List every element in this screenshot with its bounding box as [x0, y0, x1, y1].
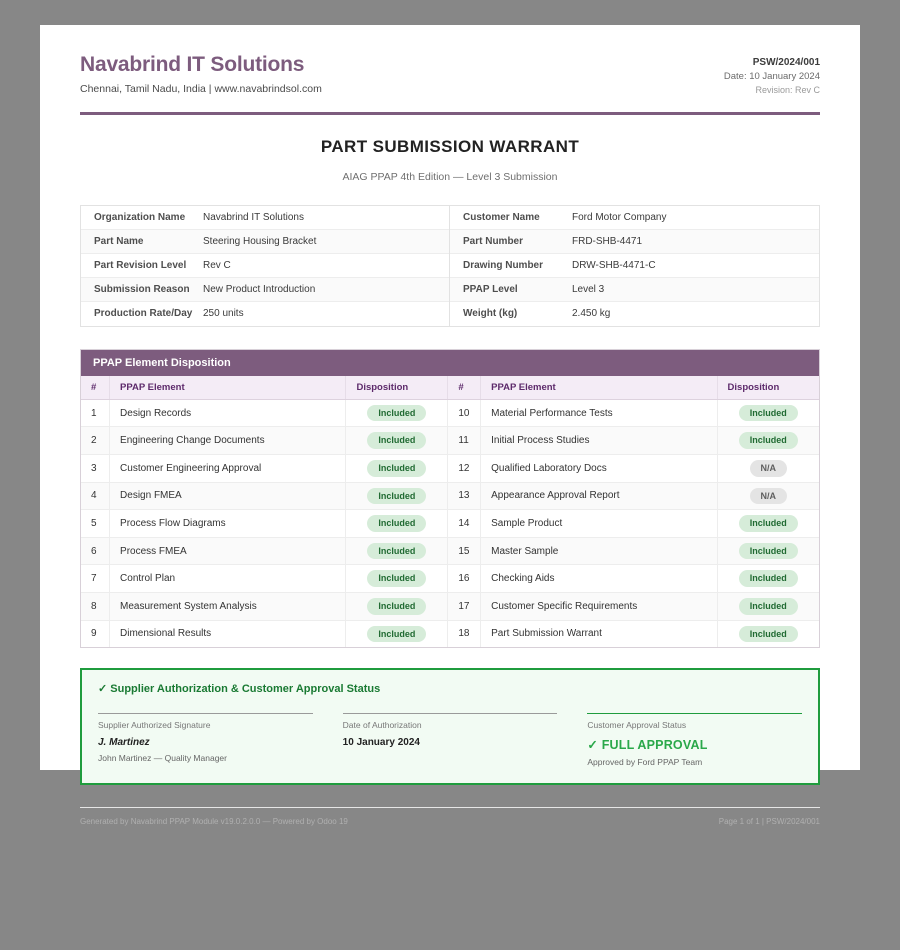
- row-element-left: Design FMEA: [110, 482, 346, 510]
- row-element-right: Appearance Approval Report: [481, 482, 717, 510]
- document-date: Date: 10 January 2024: [723, 71, 820, 82]
- authorization-date-label: Date of Authorization: [342, 720, 422, 731]
- table-row: [81, 399, 819, 427]
- letterhead: [80, 53, 820, 98]
- info-label: Submission Reason: [94, 283, 190, 295]
- row-disposition-right: [717, 620, 819, 647]
- row-num-right: 16: [448, 565, 481, 593]
- row-element-right: Part Submission Warrant: [481, 620, 717, 647]
- row-disposition-right: [717, 592, 819, 620]
- row-num-left: 1: [81, 399, 110, 427]
- info-label: Part Revision Level: [94, 259, 187, 271]
- row-element-right: Material Performance Tests: [481, 399, 717, 427]
- row-disposition-right: [717, 399, 819, 427]
- info-value: Steering Housing Bracket: [203, 235, 317, 247]
- row-num-left: 5: [81, 510, 110, 538]
- column-header-disposition-left: Disposition: [346, 376, 448, 400]
- row-element-right: Checking Aids: [481, 565, 717, 593]
- row-num-left: 7: [81, 565, 110, 593]
- status-badge: Included: [367, 598, 426, 615]
- row-element-left: Process Flow Diagrams: [110, 510, 346, 538]
- row-num-right: 13: [448, 482, 481, 510]
- info-column-right: [450, 206, 819, 326]
- status-badge: Included: [367, 543, 426, 560]
- customer-approval-line: [587, 713, 802, 714]
- info-label: Customer Name: [463, 211, 540, 223]
- status-badge: Included: [739, 405, 798, 422]
- row-disposition-right: [717, 537, 819, 565]
- document-revision: Revision: Rev C: [755, 85, 820, 96]
- row-element-right: Qualified Laboratory Docs: [481, 454, 717, 482]
- row-disposition-left: [346, 537, 448, 565]
- table-row: [81, 454, 819, 482]
- row-disposition-left: [346, 399, 448, 427]
- row-num-right: 11: [448, 427, 481, 455]
- document-number: PSW/2024/001: [752, 57, 820, 68]
- row-element-left: Control Plan: [110, 565, 346, 593]
- status-badge: N/A: [750, 488, 788, 505]
- info-row: [81, 302, 449, 326]
- column-header-num-left: #: [81, 376, 110, 400]
- row-disposition-right: [717, 454, 819, 482]
- row-disposition-right: [717, 510, 819, 538]
- row-disposition-left: [346, 454, 448, 482]
- row-element-left: Design Records: [110, 399, 346, 427]
- row-disposition-left: [346, 620, 448, 647]
- row-disposition-left: [346, 427, 448, 455]
- row-num-left: 2: [81, 427, 110, 455]
- ppap-element-table: [80, 349, 820, 648]
- customer-approval-note: Approved by Ford PPAP Team: [587, 757, 703, 768]
- footer-generated-by: Generated by Navabrind PPAP Module v19.0.2.0.0 — Powered by Odoo 19: [80, 817, 348, 827]
- status-badge: Included: [367, 432, 426, 449]
- status-badge: Included: [367, 460, 426, 477]
- table-row: [81, 427, 819, 455]
- row-num-right: 10: [448, 399, 481, 427]
- status-badge: Included: [367, 488, 426, 505]
- info-row: [81, 206, 449, 230]
- row-num-left: 6: [81, 537, 110, 565]
- page-title: PART SUBMISSION WARRANT: [320, 136, 580, 156]
- row-disposition-left: [346, 565, 448, 593]
- status-badge: N/A: [750, 460, 788, 477]
- column-header-element-left: PPAP Element: [110, 376, 346, 400]
- company-block: [80, 53, 322, 96]
- table-row: [81, 537, 819, 565]
- status-badge: Included: [367, 626, 426, 643]
- row-num-left: 3: [81, 454, 110, 482]
- info-column-left: [81, 206, 450, 326]
- info-value: New Product Introduction: [203, 283, 316, 295]
- row-num-left: 9: [81, 620, 110, 647]
- info-label: Part Name: [94, 235, 144, 247]
- document-meta: [724, 53, 820, 98]
- row-num-right: 12: [448, 454, 481, 482]
- status-badge: Included: [367, 515, 426, 532]
- status-badge: Included: [367, 405, 426, 422]
- customer-approval-block: [587, 713, 802, 767]
- status-badge: Included: [739, 432, 798, 449]
- ppap-header-row: [81, 376, 819, 400]
- accent-rule: [80, 112, 820, 115]
- approval-box: [80, 668, 820, 785]
- column-header-element-right: PPAP Element: [481, 376, 717, 400]
- row-num-right: 14: [448, 510, 481, 538]
- page-subtitle: AIAG PPAP 4th Edition — Level 3 Submission: [342, 170, 558, 183]
- footer-page-info: Page 1 of 1 | PSW/2024/001: [718, 817, 820, 827]
- table-row: [81, 592, 819, 620]
- date-line: [343, 713, 558, 714]
- supplier-signature-block: [98, 713, 313, 767]
- row-element-left: Engineering Change Documents: [110, 427, 346, 455]
- status-badge: ✓ FULL APPROVAL: [587, 738, 708, 753]
- info-row: [81, 230, 449, 254]
- page-footer: [80, 807, 820, 826]
- info-value: Navabrind IT Solutions: [203, 211, 304, 223]
- document-page: [40, 25, 860, 827]
- info-label: Drawing Number: [463, 259, 544, 271]
- info-label: Organization Name: [94, 211, 186, 223]
- info-value: Ford Motor Company: [572, 211, 667, 223]
- table-row: [81, 510, 819, 538]
- title-block: [80, 137, 820, 183]
- row-num-right: 18: [448, 620, 481, 647]
- row-element-left: Dimensional Results: [110, 620, 346, 647]
- authorization-date-value: 10 January 2024: [342, 737, 420, 749]
- row-element-left: Measurement System Analysis: [110, 592, 346, 620]
- info-row: [450, 230, 819, 254]
- info-value: Rev C: [203, 259, 231, 271]
- info-label: Production Rate/Day: [94, 308, 193, 320]
- row-disposition-left: [346, 482, 448, 510]
- status-badge: Included: [739, 570, 798, 587]
- info-label: Part Number: [463, 235, 524, 247]
- approval-heading: ✓ Supplier Authorization & Customer Approval Status: [98, 683, 381, 696]
- customer-approval-label: Customer Approval Status: [587, 720, 687, 731]
- supplier-signature-value: J. Martinez: [98, 737, 150, 749]
- company-name: Navabrind IT Solutions: [80, 53, 305, 76]
- company-address: Chennai, Tamil Nadu, India | www.navabrindsol.com: [80, 83, 322, 96]
- info-value: Level 3: [572, 283, 605, 295]
- info-row: [81, 254, 449, 278]
- info-row: [450, 206, 819, 230]
- ppap-section-title: PPAP Element Disposition: [81, 350, 819, 376]
- table-row: [81, 482, 819, 510]
- row-num-left: 4: [81, 482, 110, 510]
- row-element-left: Customer Engineering Approval: [110, 454, 346, 482]
- row-disposition-left: [346, 592, 448, 620]
- info-row: [450, 254, 819, 278]
- row-element-right: Master Sample: [481, 537, 717, 565]
- info-label: PPAP Level: [463, 283, 518, 295]
- column-header-disposition-right: Disposition: [717, 376, 819, 400]
- row-element-right: Sample Product: [481, 510, 717, 538]
- status-badge: Included: [739, 626, 798, 643]
- supplier-signature-label: Supplier Authorized Signature: [98, 720, 211, 731]
- row-disposition-right: [717, 482, 819, 510]
- row-num-right: 15: [448, 537, 481, 565]
- supplier-signature-note: John Martinez — Quality Manager: [98, 753, 227, 764]
- row-num-left: 8: [81, 592, 110, 620]
- status-badge: Included: [739, 543, 798, 560]
- row-disposition-left: [346, 510, 448, 538]
- column-header-num-right: #: [448, 376, 481, 400]
- info-row: [450, 302, 819, 326]
- row-element-left: Process FMEA: [110, 537, 346, 565]
- row-element-right: Initial Process Studies: [481, 427, 717, 455]
- authorization-date-block: [343, 713, 558, 767]
- row-num-right: 17: [448, 592, 481, 620]
- info-table: [80, 205, 820, 327]
- status-badge: Included: [739, 598, 798, 615]
- status-badge: Included: [367, 570, 426, 587]
- info-label: Weight (kg): [463, 308, 518, 320]
- info-row: [81, 278, 449, 302]
- row-disposition-right: [717, 427, 819, 455]
- row-disposition-right: [717, 565, 819, 593]
- info-value: 250 units: [203, 308, 244, 320]
- row-element-right: Customer Specific Requirements: [481, 592, 717, 620]
- table-row: [81, 620, 819, 647]
- info-value: 2.450 kg: [572, 308, 611, 320]
- info-row: [450, 278, 819, 302]
- signature-line: [98, 713, 313, 714]
- info-value: FRD-SHB-4471: [572, 235, 643, 247]
- info-value: DRW-SHB-4471-C: [572, 259, 656, 271]
- status-badge: Included: [739, 515, 798, 532]
- table-row: [81, 565, 819, 593]
